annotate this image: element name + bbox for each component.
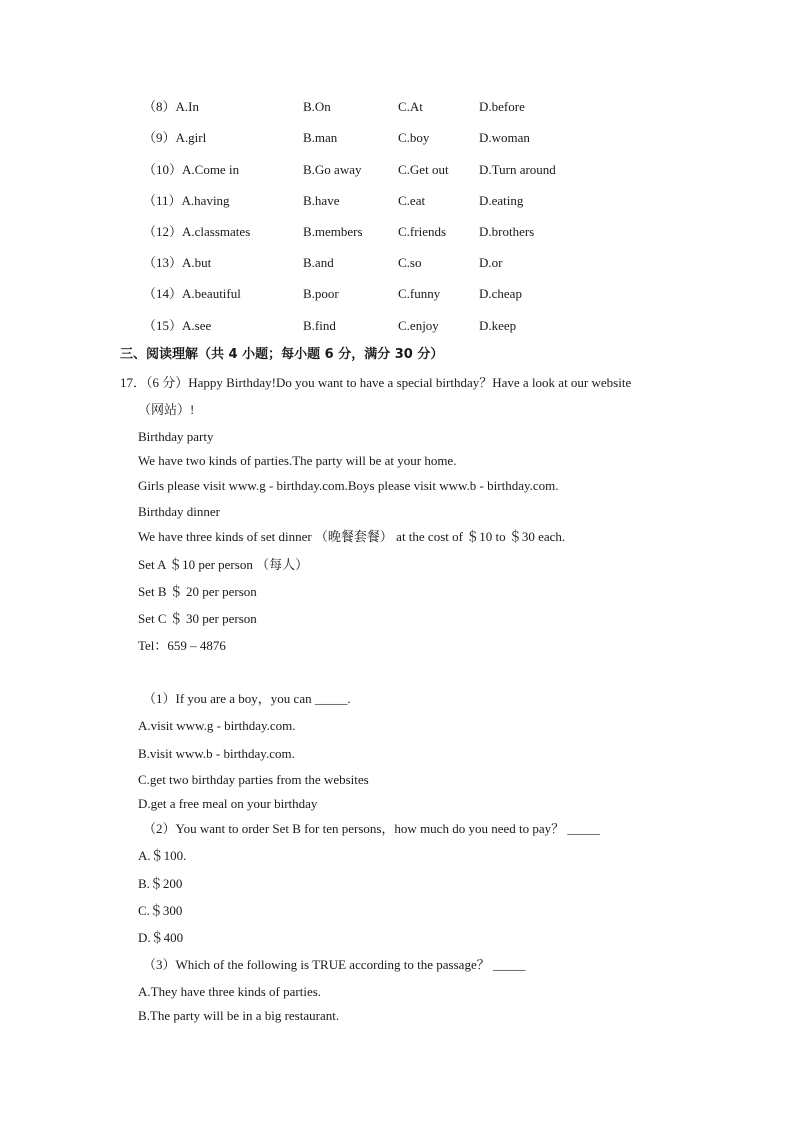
- answer-choice: C.get two birthday parties from the websites: [138, 772, 369, 787]
- answer-choice: B.The party will be in a big restaurant.: [138, 1008, 340, 1023]
- passage-line: We have two kinds of parties.The party will be at your home.: [138, 453, 457, 468]
- passage-line: Tel：659 – 4876: [138, 638, 226, 653]
- option-c: C.eat: [398, 193, 426, 208]
- passage-intro-cont: （网站）!: [138, 402, 195, 417]
- option-a: （9）A.girl: [143, 130, 207, 145]
- option-d: D.Turn around: [479, 162, 556, 177]
- passage-line: Set C ＄ 30 per person: [138, 611, 257, 626]
- answer-choice: B.visit www.b - birthday.com.: [138, 746, 295, 761]
- option-b: B.find: [303, 318, 336, 333]
- option-c: C.Get out: [398, 162, 449, 177]
- question-stem: （2）You want to order Set B for ten persons，how much do you need to pay？ _____: [143, 821, 600, 836]
- option-row-13: [0, 253, 794, 273]
- section-heading: 三、阅读理解（共 4 小题；每小题 6 分，满分 30 分）: [120, 347, 444, 362]
- option-b: B.Go away: [303, 162, 362, 177]
- option-d: D.eating: [479, 193, 524, 208]
- question-stem: （3）Which of the following is TRUE according to the passage？ _____: [143, 957, 526, 972]
- option-b: B.have: [303, 193, 340, 208]
- option-d: D.brothers: [479, 224, 535, 239]
- option-a: （10）A.Come in: [143, 162, 240, 177]
- passage-line: Birthday dinner: [138, 504, 220, 519]
- option-b: B.and: [303, 255, 334, 270]
- option-b: B.On: [303, 99, 331, 114]
- question-stem: （1）If you are a boy，you can _____.: [143, 691, 351, 706]
- option-b: B.poor: [303, 286, 339, 301]
- option-a: （13）A.but: [143, 255, 212, 270]
- answer-choice: A.They have three kinds of parties.: [138, 984, 322, 999]
- option-d: D.before: [479, 99, 525, 114]
- option-row-9: [0, 128, 794, 148]
- passage-line: We have three kinds of set dinner （晚餐套餐） at the cost of ＄10 to ＄30 each.: [138, 529, 566, 544]
- intro-text: Happy Birthday!Do you want to have a special birthday？Have a look at our website: [188, 375, 632, 390]
- answer-choice: C.＄300: [138, 903, 183, 918]
- option-row-8: [0, 97, 794, 117]
- option-b: B.man: [303, 130, 338, 145]
- passage-line: Girls please visit www.g - birthday.com.Boys please visit www.b - birthday.com.: [138, 478, 559, 493]
- option-d: D.or: [479, 255, 503, 270]
- option-a: （14）A.beautiful: [143, 286, 241, 301]
- option-row-15: [0, 316, 794, 336]
- answer-choice: D.get a free meal on your birthday: [138, 796, 318, 811]
- question-number: 17．（6 分）: [120, 375, 189, 390]
- option-d: D.woman: [479, 130, 530, 145]
- answer-choice: A.＄100.: [138, 848, 187, 863]
- option-c: C.At: [398, 99, 423, 114]
- option-row-14: [0, 284, 794, 304]
- option-d: D.cheap: [479, 286, 522, 301]
- option-a: （12）A.classmates: [143, 224, 251, 239]
- option-c: C.boy: [398, 130, 430, 145]
- passage-intro: [120, 373, 631, 393]
- passage-line: Set A ＄10 per person （每人）: [138, 557, 309, 572]
- option-a: （11）A.having: [143, 193, 230, 208]
- passage-line: Birthday party: [138, 429, 214, 444]
- option-d: D.keep: [479, 318, 517, 333]
- option-row-11: [0, 191, 794, 211]
- option-c: C.funny: [398, 286, 441, 301]
- passage-line: Set B ＄ 20 per person: [138, 584, 257, 599]
- option-c: C.friends: [398, 224, 447, 239]
- option-a: （15）A.see: [143, 318, 212, 333]
- option-b: B.members: [303, 224, 363, 239]
- answer-choice: D.＄400: [138, 930, 184, 945]
- option-a: （8）A.In: [143, 99, 199, 114]
- option-row-12: [0, 222, 794, 242]
- answer-choice: B.＄200: [138, 876, 183, 891]
- option-row-10: [0, 160, 794, 180]
- answer-choice: A.visit www.g - birthday.com.: [138, 718, 296, 733]
- option-c: C.enjoy: [398, 318, 439, 333]
- option-c: C.so: [398, 255, 422, 270]
